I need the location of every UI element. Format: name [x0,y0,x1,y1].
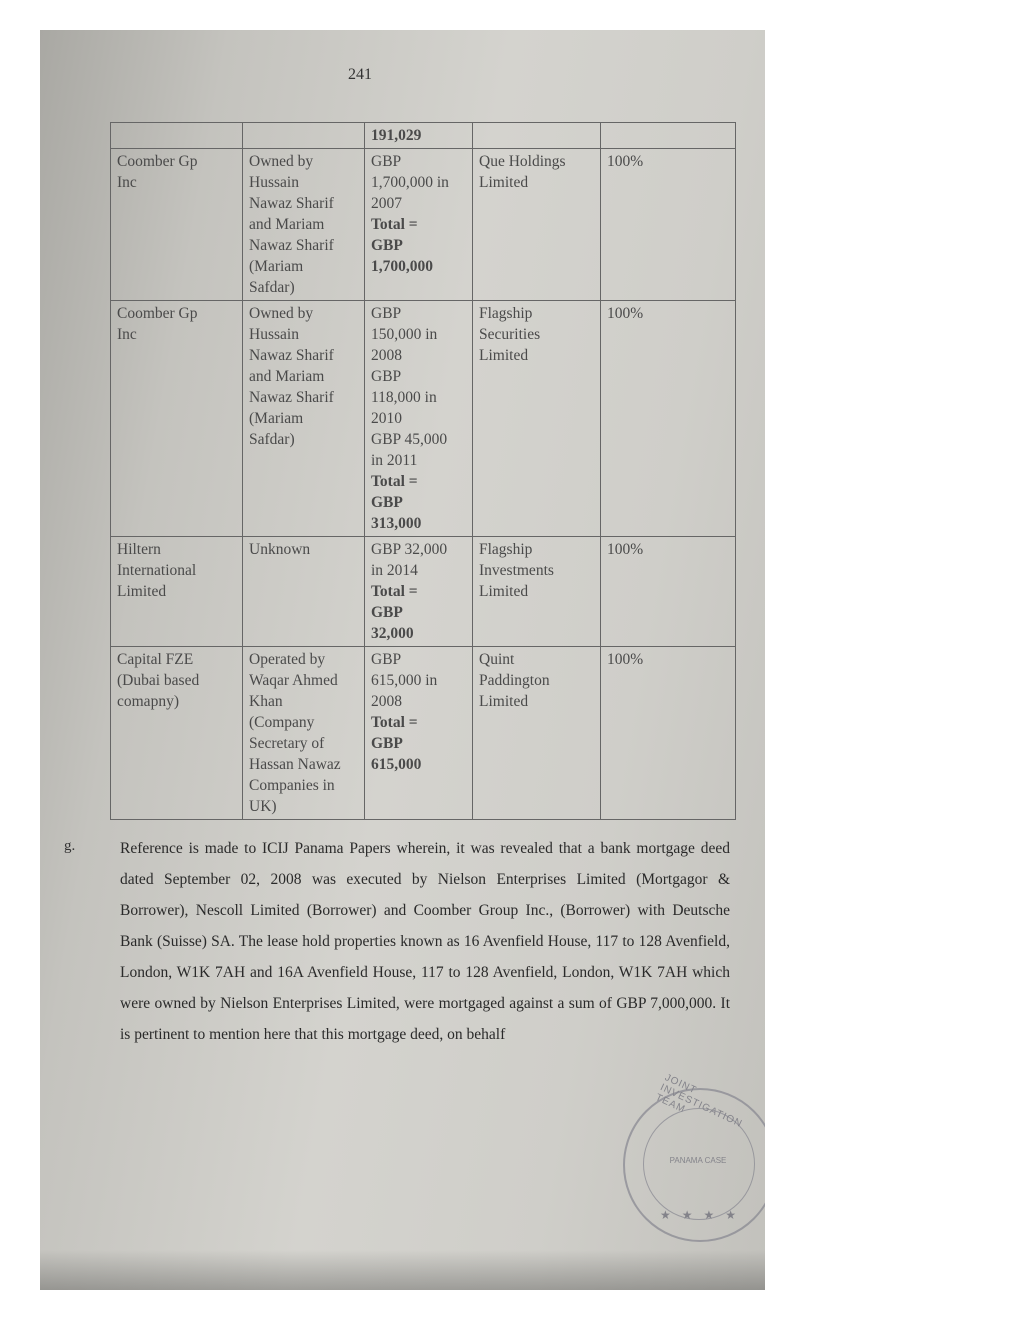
cell-text-line: 191,029 [371,127,422,144]
table-cell-amount [365,647,473,820]
cell-text-line: Operated by [249,651,326,668]
table-cell-company [111,647,243,820]
table-cell-amount [365,123,473,149]
cell-text-line: Safdar) [249,279,295,296]
table-row [111,123,736,149]
cell-text-line: GBP [371,368,402,385]
table-cell-share [601,647,736,820]
cell-text-line: GBP [371,604,403,621]
cell-text-line: Coomber Gp [117,153,198,170]
cell-text-line: Flagship [479,305,533,322]
cell-text-line: Hiltern [117,541,161,558]
cell-text-line: Limited [479,693,529,710]
cell-text-line: UK) [249,798,277,815]
cell-text-line: GBP [371,305,402,322]
cell-text-line: Safdar) [249,431,295,448]
cell-text-line: Total = [371,714,418,731]
table-cell-parent [473,537,601,647]
cell-text-line: (Mariam [249,410,304,427]
stamp-center-text: PANAMA CASE [669,1156,727,1165]
cell-text-line: Que Holdings [479,153,566,170]
cell-text-line: Nawaz Sharif [249,195,334,212]
cell-text-line: 100% [607,651,644,668]
cell-text-line: 32,000 [371,625,414,642]
cell-text-line: 118,000 in [371,389,437,406]
cell-text-line: (Dubai based [117,672,200,689]
cell-text-line: Nawaz Sharif [249,389,334,406]
table-cell-amount [365,301,473,537]
cell-text-line: 2008 [371,693,402,710]
cell-text-line: Capital FZE [117,651,194,668]
cell-text-line: (Company [249,714,315,731]
stamp-ring-text: JOINT INVESTIGATION TEAM [653,1072,745,1130]
table-cell-share [601,123,736,149]
cell-text-line: 1,700,000 [371,258,433,275]
cell-text-line: Hassan Nawaz [249,756,341,773]
official-stamp [623,1072,765,1242]
cell-text-line: Secretary of [249,735,325,752]
cell-text-line: Hussain [249,326,299,343]
table-cell-company [111,537,243,647]
table-row [111,647,736,820]
table-cell-parent [473,301,601,537]
cell-text-line: Khan [249,693,283,710]
document-photo [40,30,765,1290]
table-cell-amount [365,149,473,301]
table-cell-company [111,301,243,537]
cell-text-line: Hussain [249,174,299,191]
cell-text-line: Inc [117,326,137,343]
cell-text-line: Investments [479,562,554,579]
cell-text-line: GBP [371,237,403,254]
cell-text-line: Inc [117,174,137,191]
cell-text-line: 313,000 [371,515,422,532]
table-cell-share [601,537,736,647]
cell-text-line: Limited [479,347,529,364]
cell-text-line: comapny) [117,693,179,710]
cell-text-line: Companies in [249,777,335,794]
table-cell-owner [243,301,365,537]
cell-text-line: Paddington [479,672,550,689]
paragraph-text: Reference is made to ICIJ Panama Papers wherein, it was revealed that a bank mortgage deed dated September 02, 2008 was executed by Nielson Enterprises Limited (Mortgagor & Borrower), Nescoll Limited (Borrower) and Coomber Group Inc., (Borrower) with Deutsche Bank (Suisse) SA. The lease hold properties known as 16 Avenfield House, 117 to 128 Avenfield, London, W1K 7AH and 16A Avenfield House, 117 to 128 Avenfield, London, W1K 7AH which were owned by Nielson Enterprises Limited, were mortgaged against a sum of GBP 7,000,000. It is pertinent to mention here that this mortgage deed, on behalf [120,840,730,1043]
cell-text-line: 615,000 in [371,672,438,689]
cell-text-line: Nawaz Sharif [249,237,334,254]
cell-text-line: 2010 [371,410,402,427]
cell-text-line: Owned by [249,153,314,170]
table-cell-owner [243,537,365,647]
cell-text-line: Securities [479,326,541,343]
table-row [111,537,736,647]
table-cell-company [111,149,243,301]
table-cell-parent [473,149,601,301]
cell-text-line: Coomber Gp [117,305,198,322]
cell-text-line: GBP [371,735,403,752]
table-cell-owner [243,149,365,301]
cell-text-line: GBP 45,000 [371,431,448,448]
cell-text-line: and Mariam [249,368,325,385]
cell-text-line: International [117,562,197,579]
table-cell-amount [365,537,473,647]
cell-text-line: Waqar Ahmed [249,672,338,689]
cell-text-line: 100% [607,541,644,558]
cell-text-line: Flagship [479,541,533,558]
cell-text-line: 615,000 [371,756,422,773]
cell-text-line: in 2011 [371,452,418,469]
cell-text-line: GBP 32,000 [371,541,448,558]
ownership-table [110,122,736,820]
cell-text-line: in 2014 [371,562,418,579]
table-cell-parent [473,647,601,820]
cell-text-line: Total = [371,473,418,490]
cell-text-line: GBP [371,651,402,668]
cell-text-line: 150,000 in [371,326,438,343]
table-cell-owner [243,647,365,820]
table-cell-share [601,149,736,301]
paragraph-marker: g. [64,838,76,854]
table-cell-owner [243,123,365,149]
cell-text-line: 2007 [371,195,402,212]
cell-text-line: 2008 [371,347,402,364]
cell-text-line: Total = [371,583,418,600]
cell-text-line: Quint [479,651,515,668]
table-cell-company [111,123,243,149]
table-row [111,149,736,301]
cell-text-line: Unknown [249,541,311,558]
cell-text-line: Nawaz Sharif [249,347,334,364]
cell-text-line: 100% [607,153,644,170]
cell-text-line: and Mariam [249,216,325,233]
cell-text-line: Limited [117,583,167,600]
cell-text-line: Total = [371,216,418,233]
cell-text-line: Owned by [249,305,314,322]
table-row [111,301,736,537]
cell-text-line: GBP [371,494,403,511]
cell-text-line: Limited [479,583,529,600]
table-cell-share [601,301,736,537]
cell-text-line: GBP [371,153,402,170]
cell-text-line: 1,700,000 in [371,174,449,191]
cell-text-line: 100% [607,305,644,322]
cell-text-line: Limited [479,174,529,191]
table-cell-parent [473,123,601,149]
page-number: 241 [348,66,372,83]
stamp-stars: ★ ★ ★ ★ [659,1208,741,1222]
cell-text-line: (Mariam [249,258,304,275]
